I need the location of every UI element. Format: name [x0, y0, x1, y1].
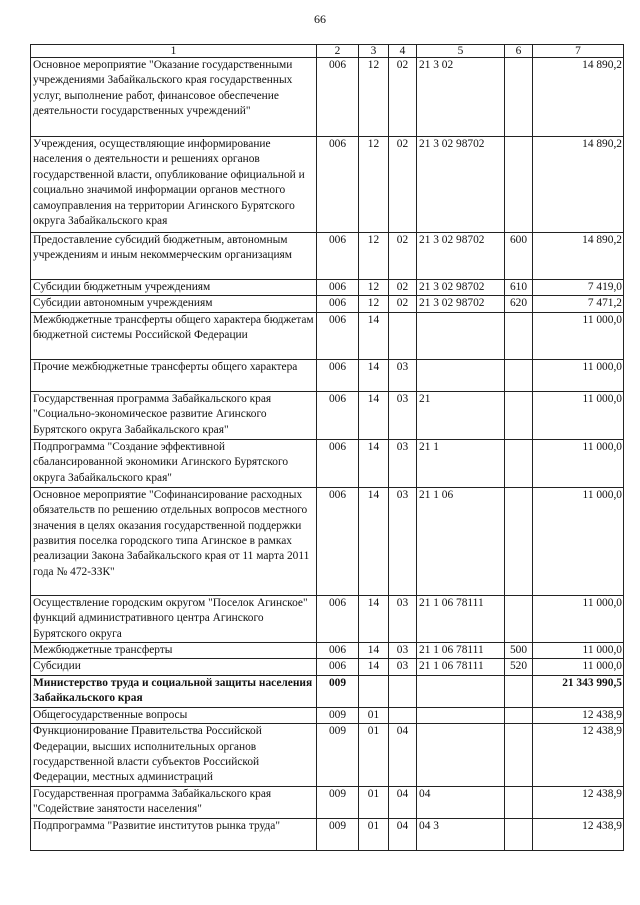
section-code: 14 — [359, 643, 389, 659]
section-code: 01 — [359, 707, 389, 723]
expense-type-code: 610 — [505, 280, 533, 296]
section-code: 14 — [359, 391, 389, 439]
row-name: Межбюджетные трансферты общего характера бюджетам бюджетной системы Российской Федерации — [31, 312, 317, 359]
subsection-code: 04 — [389, 786, 417, 818]
target-item-code: 21 1 06 78111 — [417, 595, 505, 642]
target-item-code: 21 1 06 — [417, 487, 505, 595]
ministry-code: 006 — [317, 643, 359, 659]
table-row — [31, 595, 624, 642]
target-item-code: 21 3 02 98702 — [417, 280, 505, 296]
subsection-code: 03 — [389, 359, 417, 391]
row-name: Учреждения, осуществляющие информирование населения о деятельности и решениях органов государственной власти, опубликование официальной и социально значимой информации органов местного самоуправления на территории Агинского Бурятского округа Забайкальского края — [31, 137, 317, 233]
table-row — [31, 643, 624, 659]
amount: 14 890,2 — [533, 137, 624, 233]
section-code: 14 — [359, 359, 389, 391]
section-code: 14 — [359, 439, 389, 487]
amount: 11 000,0 — [533, 643, 624, 659]
amount: 7 471,2 — [533, 296, 624, 312]
page-number: 66 — [314, 12, 326, 26]
header-cell: 4 — [389, 45, 417, 58]
ministry-code: 006 — [317, 280, 359, 296]
target-item-code: 21 3 02 — [417, 58, 505, 137]
ministry-code: 009 — [317, 786, 359, 818]
expense-type-code — [505, 312, 533, 359]
target-item-code — [417, 675, 505, 707]
table-row — [31, 439, 624, 487]
header-cell: 2 — [317, 45, 359, 58]
expense-type-code: 620 — [505, 296, 533, 312]
amount: 12 438,9 — [533, 707, 624, 723]
expense-type-code — [505, 675, 533, 707]
header-row — [31, 45, 624, 58]
table-row — [31, 818, 624, 850]
expense-type-code — [505, 137, 533, 233]
table-row — [31, 786, 624, 818]
expense-type-code — [505, 786, 533, 818]
table-row — [31, 233, 624, 280]
table-row — [31, 137, 624, 233]
target-item-code — [417, 312, 505, 359]
row-name: Осуществление городским округом "Поселок Агинское" функций административного центра Агинского Бурятского округа — [31, 595, 317, 642]
row-name: Субсидии — [31, 659, 317, 675]
row-name: Министерство труда и социальной защиты населения Забайкальского края — [31, 675, 317, 707]
target-item-code: 04 — [417, 786, 505, 818]
ministry-code: 006 — [317, 58, 359, 137]
table-row — [31, 359, 624, 391]
target-item-code: 21 — [417, 391, 505, 439]
ministry-code: 009 — [317, 675, 359, 707]
subsection-code: 03 — [389, 659, 417, 675]
expense-type-code: 500 — [505, 643, 533, 659]
header-cell: 3 — [359, 45, 389, 58]
table-row — [31, 487, 624, 595]
expense-type-code — [505, 58, 533, 137]
expense-type-code — [505, 391, 533, 439]
ministry-code: 006 — [317, 137, 359, 233]
subsection-code: 03 — [389, 595, 417, 642]
amount: 7 419,0 — [533, 280, 624, 296]
row-name: Подпрограмма "Создание эффективной сбалансированной экономики Агинского Бурятского округа Забайкальского края" — [31, 439, 317, 487]
row-name: Функционирование Правительства Российской Федерации, высших исполнительных органов государственной власти субъектов Российской Федерации, местных администраций — [31, 724, 317, 787]
row-name: Государственная программа Забайкальского края "Содействие занятости населения" — [31, 786, 317, 818]
row-name: Субсидии бюджетным учреждениям — [31, 280, 317, 296]
header-cell: 7 — [533, 45, 624, 58]
subsection-code: 04 — [389, 818, 417, 850]
subsection-code: 02 — [389, 280, 417, 296]
amount: 12 438,9 — [533, 724, 624, 787]
amount: 11 000,0 — [533, 659, 624, 675]
ministry-code: 009 — [317, 724, 359, 787]
amount: 14 890,2 — [533, 233, 624, 280]
ministry-code: 006 — [317, 312, 359, 359]
section-code: 12 — [359, 296, 389, 312]
section-code — [359, 675, 389, 707]
table-row — [31, 312, 624, 359]
row-name: Подпрограмма "Развитие институтов рынка труда" — [31, 818, 317, 850]
subsection-code: 03 — [389, 391, 417, 439]
section-code: 01 — [359, 724, 389, 787]
table-row — [31, 707, 624, 723]
expense-type-code — [505, 724, 533, 787]
table-row — [31, 296, 624, 312]
subsection-code: 04 — [389, 724, 417, 787]
expense-type-code — [505, 818, 533, 850]
amount: 11 000,0 — [533, 487, 624, 595]
row-name: Межбюджетные трансферты — [31, 643, 317, 659]
amount: 21 343 990,5 — [533, 675, 624, 707]
row-name: Государственная программа Забайкальского края "Социально-экономическое развитие Агинского Бурятского округа Забайкальского края" — [31, 391, 317, 439]
target-item-code: 21 1 06 78111 — [417, 659, 505, 675]
target-item-code: 21 1 06 78111 — [417, 643, 505, 659]
ministry-code: 006 — [317, 487, 359, 595]
section-code: 12 — [359, 280, 389, 296]
amount: 12 438,9 — [533, 786, 624, 818]
target-item-code — [417, 707, 505, 723]
subsection-code: 02 — [389, 233, 417, 280]
header-cell: 1 — [31, 45, 317, 58]
row-name: Основное мероприятие "Оказание государственными учреждениями Забайкальского края государственных услуг, выполнение работ, финансовое обеспечение деятельности государственных учреждений" — [31, 58, 317, 137]
expense-type-code — [505, 595, 533, 642]
expense-type-code — [505, 359, 533, 391]
section-code: 12 — [359, 137, 389, 233]
section-code: 01 — [359, 818, 389, 850]
expense-type-code — [505, 439, 533, 487]
table-row — [31, 675, 624, 707]
target-item-code: 21 3 02 98702 — [417, 233, 505, 280]
row-name: Основное мероприятие "Софинансирование расходных обязательств по решению отдельных вопросов местного значения в целях оказания государственной поддержки развития поселка городского типа Агинское в рамках реализации Закона Забайкальского края от 11 марта 2011 года № 472-ЗЗК" — [31, 487, 317, 595]
section-code: 01 — [359, 786, 389, 818]
section-code: 14 — [359, 312, 389, 359]
row-name: Субсидии автономным учреждениям — [31, 296, 317, 312]
row-name: Прочие межбюджетные трансферты общего характера — [31, 359, 317, 391]
subsection-code: 03 — [389, 487, 417, 595]
ministry-code: 009 — [317, 818, 359, 850]
amount: 11 000,0 — [533, 439, 624, 487]
amount: 14 890,2 — [533, 58, 624, 137]
header-cell: 6 — [505, 45, 533, 58]
ministry-code: 006 — [317, 233, 359, 280]
amount: 11 000,0 — [533, 391, 624, 439]
target-item-code: 21 1 — [417, 439, 505, 487]
ministry-code: 006 — [317, 359, 359, 391]
amount: 11 000,0 — [533, 359, 624, 391]
table-row — [31, 659, 624, 675]
ministry-code: 009 — [317, 707, 359, 723]
amount: 11 000,0 — [533, 595, 624, 642]
table-row — [31, 280, 624, 296]
subsection-code: 03 — [389, 439, 417, 487]
table-row — [31, 58, 624, 137]
target-item-code: 04 3 — [417, 818, 505, 850]
row-name: Предоставление субсидий бюджетным, автономным учреждениям и иным некоммерческим организациям — [31, 233, 317, 280]
section-code: 14 — [359, 595, 389, 642]
ministry-code: 006 — [317, 595, 359, 642]
budget-table — [30, 44, 624, 851]
target-item-code: 21 3 02 98702 — [417, 296, 505, 312]
section-code: 12 — [359, 58, 389, 137]
expense-type-code — [505, 487, 533, 595]
subsection-code — [389, 675, 417, 707]
target-item-code: 21 3 02 98702 — [417, 137, 505, 233]
target-item-code — [417, 724, 505, 787]
expense-type-code: 600 — [505, 233, 533, 280]
row-name: Общегосударственные вопросы — [31, 707, 317, 723]
table-row — [31, 391, 624, 439]
ministry-code: 006 — [317, 439, 359, 487]
section-code: 14 — [359, 659, 389, 675]
section-code: 12 — [359, 233, 389, 280]
subsection-code — [389, 312, 417, 359]
subsection-code: 03 — [389, 643, 417, 659]
amount: 12 438,9 — [533, 818, 624, 850]
subsection-code: 02 — [389, 58, 417, 137]
expense-type-code: 520 — [505, 659, 533, 675]
subsection-code: 02 — [389, 137, 417, 233]
subsection-code — [389, 707, 417, 723]
ministry-code: 006 — [317, 296, 359, 312]
expense-type-code — [505, 707, 533, 723]
target-item-code — [417, 359, 505, 391]
ministry-code: 006 — [317, 391, 359, 439]
section-code: 14 — [359, 487, 389, 595]
table-row — [31, 724, 624, 787]
ministry-code: 006 — [317, 659, 359, 675]
amount: 11 000,0 — [533, 312, 624, 359]
subsection-code: 02 — [389, 296, 417, 312]
header-cell: 5 — [417, 45, 505, 58]
